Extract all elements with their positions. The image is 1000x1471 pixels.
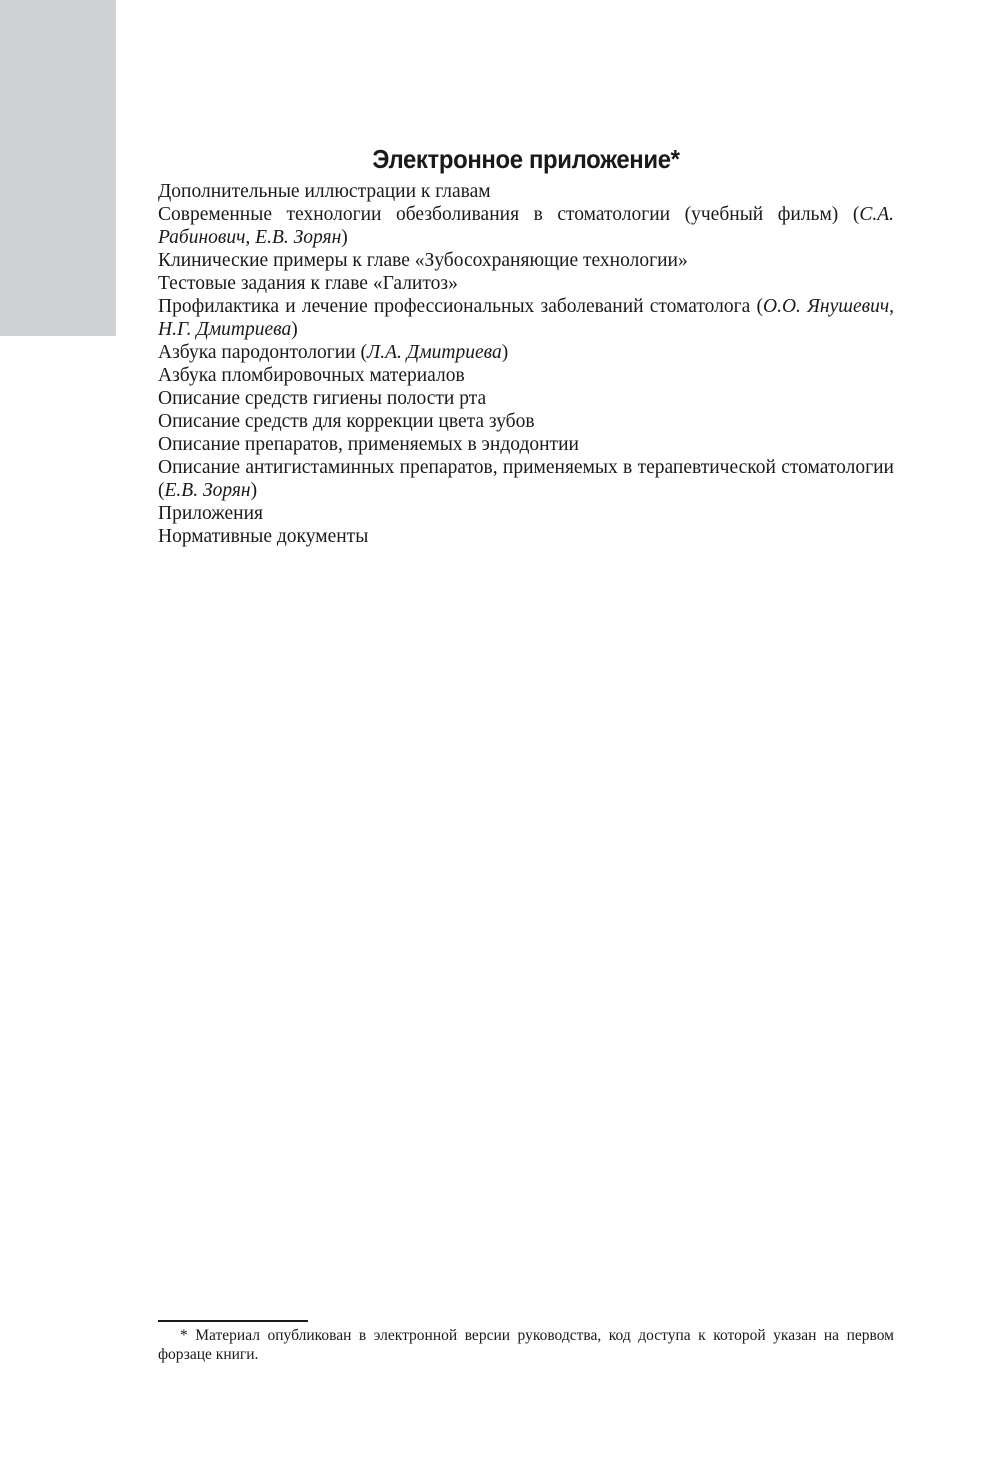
list-item — [158, 525, 894, 548]
list-item — [158, 456, 894, 502]
item-author: Е.В. Зорян — [164, 480, 251, 501]
page-title: Электронное приложение* — [372, 144, 680, 174]
item-text: Описание средств для коррекции цвета зубов — [158, 411, 535, 432]
item-suffix: ) — [250, 480, 258, 501]
item-suffix: ) — [501, 342, 509, 363]
item-text: Нормативные документы — [158, 526, 369, 547]
item-text: Описание средств гигиены полости рта — [158, 388, 487, 409]
item-text: Азбука пломбировочных материалов — [158, 365, 465, 386]
footnote: * Материал опубликован в электронной версии руководства, код доступа к которой указан на первом форзаце книги. — [158, 1327, 894, 1363]
item-author: С.А. Рабинович, Е.В. Зорян — [158, 204, 894, 248]
item-author: О.О. Янушевич, Н.Г. Дмитриева — [158, 296, 894, 340]
list-item — [158, 502, 894, 525]
list-item — [158, 272, 894, 295]
item-text: Профилактика и лечение профессиональных заболеваний стоматолога ( — [158, 296, 763, 317]
list-item — [158, 203, 894, 249]
list-item — [158, 295, 894, 341]
item-suffix: ) — [341, 227, 348, 248]
item-text: Приложения — [158, 503, 263, 524]
item-text: Описание антигистаминных препаратов, применяемых в терапевтической стоматологии ( — [158, 457, 894, 501]
item-text: Тестовые задания к главе «Галитоз» — [158, 273, 458, 294]
item-text: Клинические примеры к главе «Зубосохраняющие технологии» — [158, 250, 688, 271]
list-item — [158, 180, 894, 203]
list-item — [158, 387, 894, 410]
item-text: Азбука пародонтологии ( — [158, 342, 368, 363]
item-text: Современные технологии обезболивания в стоматологии (учебный фильм) ( — [158, 204, 860, 225]
footnote-divider — [158, 1320, 308, 1322]
list-item — [158, 249, 894, 272]
contents-list — [158, 180, 894, 548]
side-tab — [0, 0, 116, 336]
item-text: Описание препаратов, применяемых в эндодонтии — [158, 434, 579, 455]
list-item — [158, 410, 894, 433]
list-item — [158, 341, 894, 364]
list-item — [158, 364, 894, 387]
item-text: Дополнительные иллюстрации к главам — [158, 181, 491, 202]
item-author: Л.А. Дмитриева — [367, 342, 502, 363]
item-suffix: ) — [291, 319, 298, 340]
list-item — [158, 433, 894, 456]
